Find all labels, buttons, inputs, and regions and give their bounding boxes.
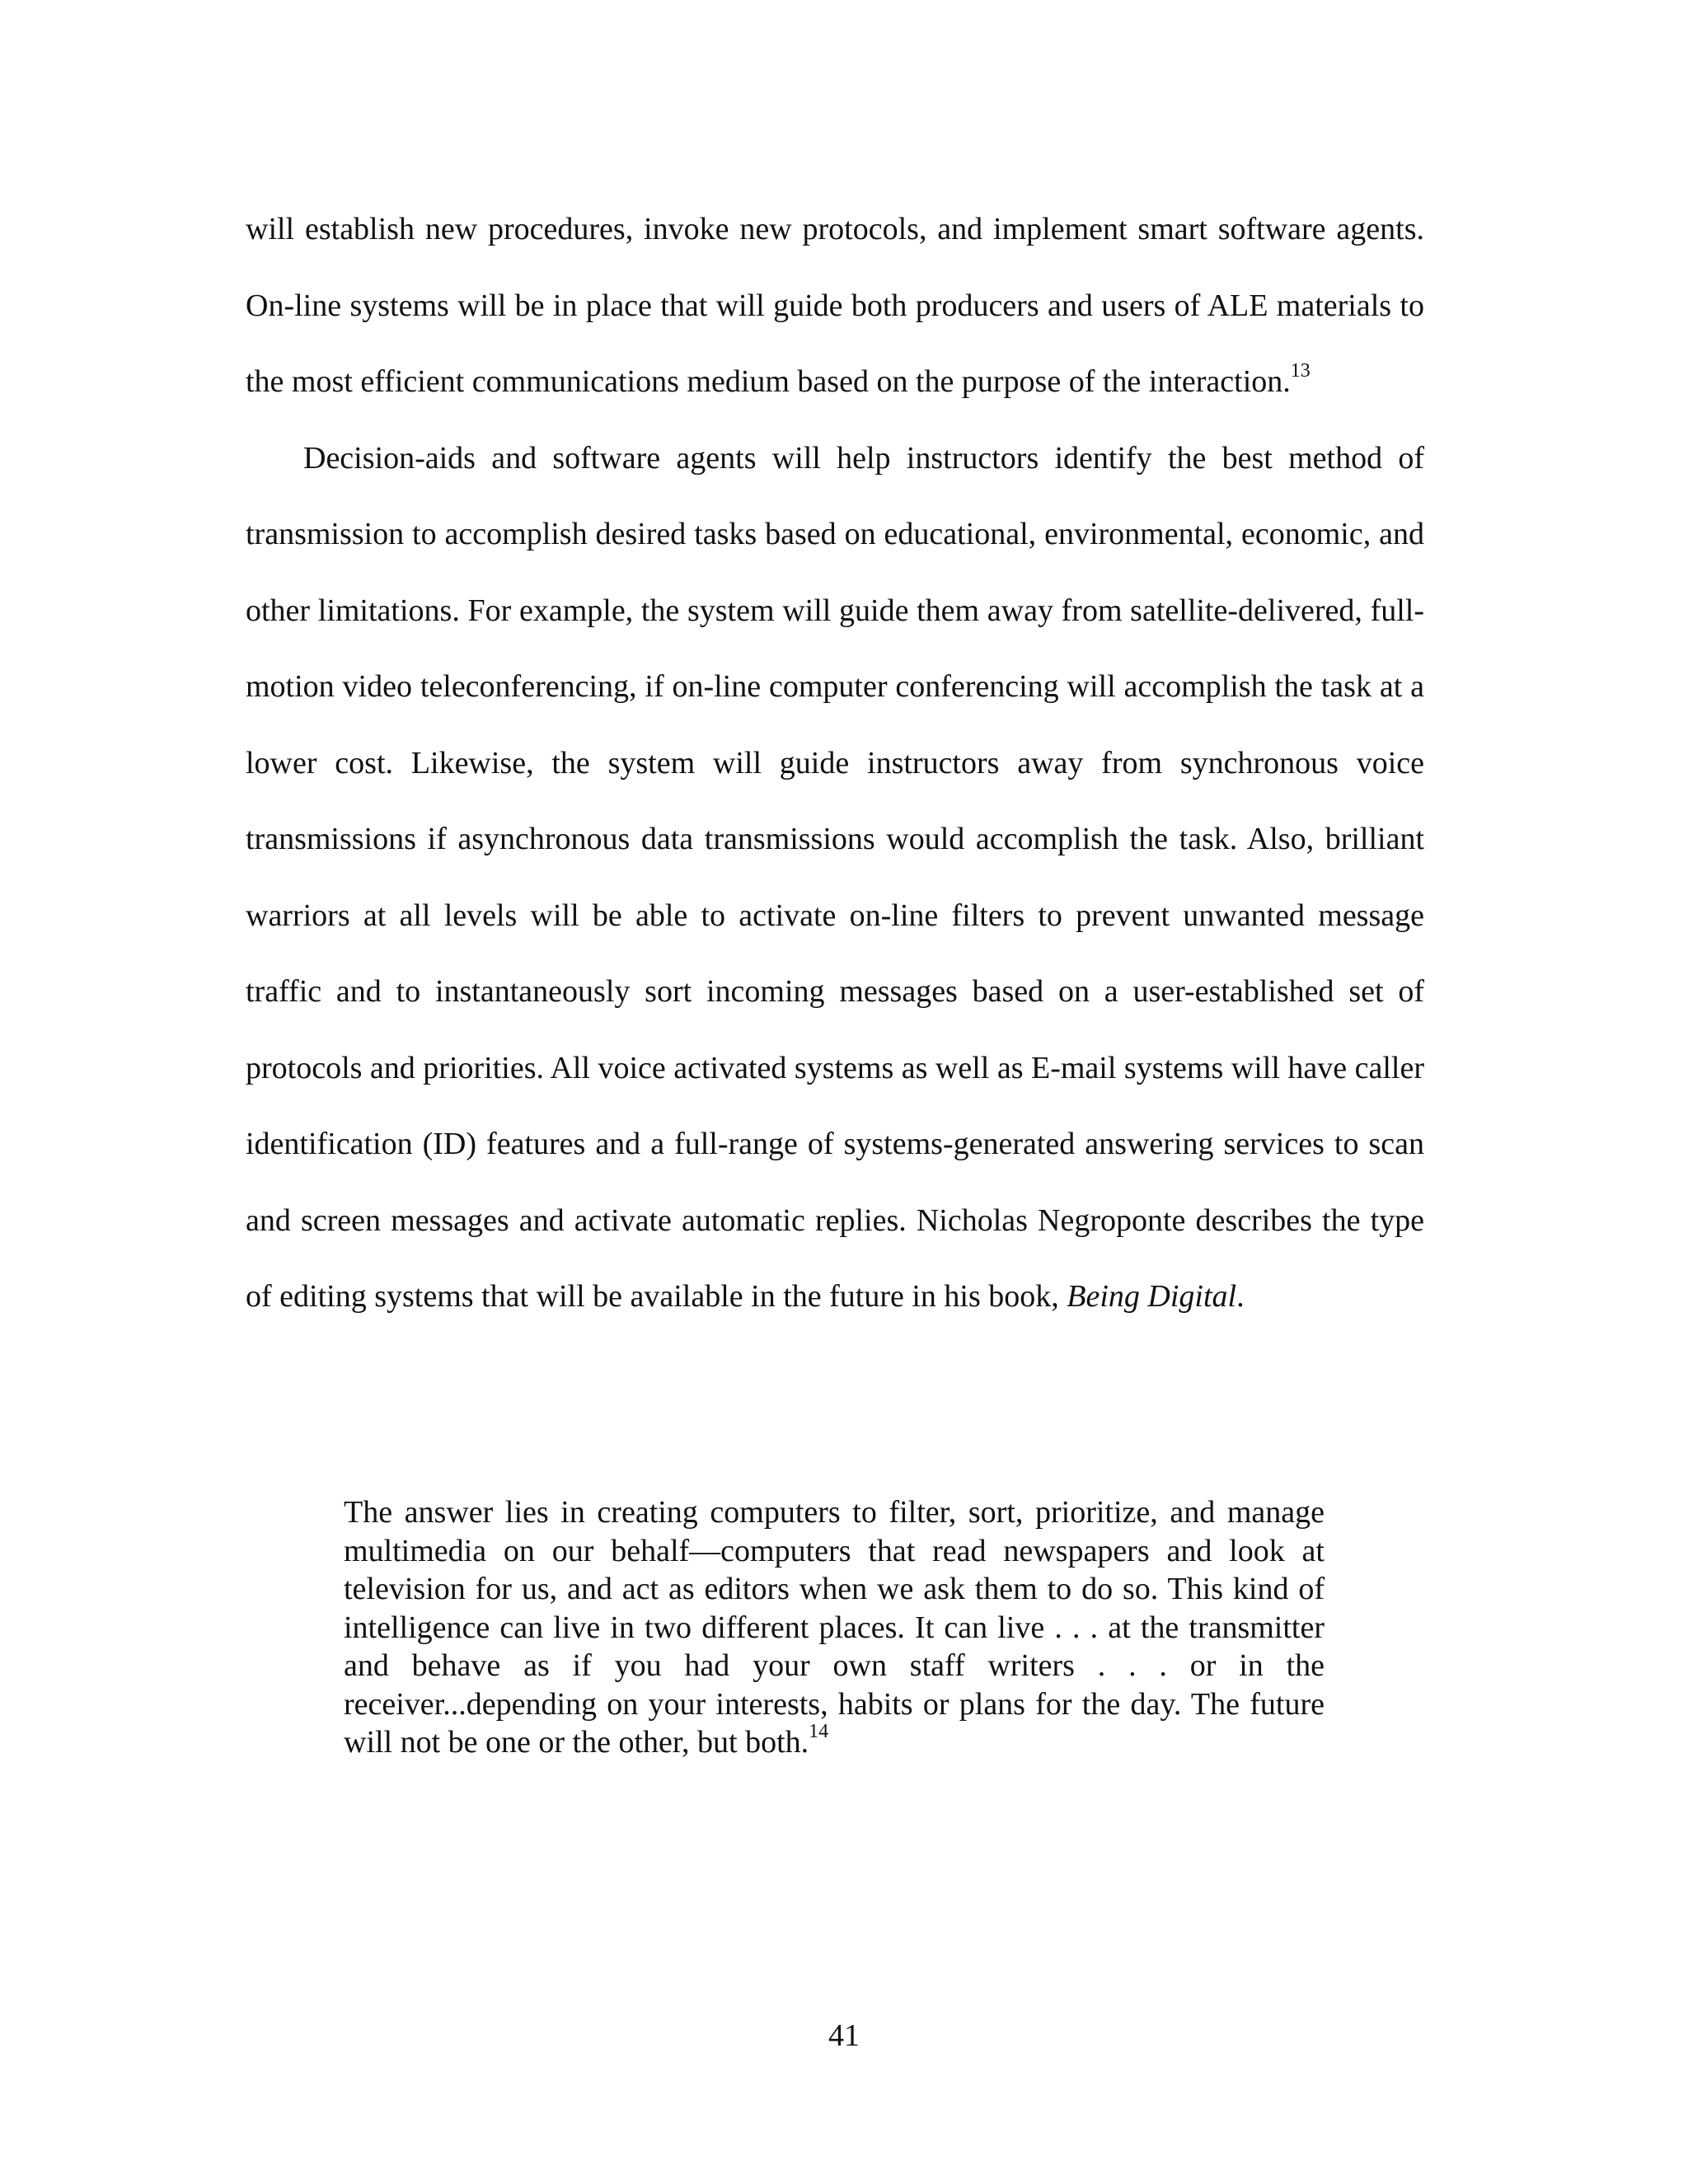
paragraph-1-text: will establish new procedures, invoke new protocols, and implement smart software agents. On-line systems will be in place that will guide both producers and users of ALE materials to the most efficient communications medium based on the purpose of the interaction. [246,212,1424,399]
block-quote-text: The answer lies in creating computers to filter, sort, prioritize, and manage multimedia on our behalf—computers that read newspapers and look at television for us, and act as editors when we ask them to do so. This kind of intelligence can live in two different places. It can live . . . at the transmitter and behave as if you had your own staff writers . . . or in the receiver...depending on your interests, habits or plans for the day. The future will not be one or the other, but both. [344,1495,1325,1760]
paragraph-1 [246,191,1424,420]
body-text [246,191,1424,1335]
paragraph-2-end: . [1236,1279,1245,1314]
footnote-ref-14: 14 [809,1721,829,1742]
block-quote [344,1493,1325,1762]
book-title: Being Digital [1067,1279,1237,1314]
paragraph-2 [246,420,1424,1335]
paragraph-2-text: Decision-aids and software agents will help instructors identify the best method of transmission to accomplish desired tasks based on educational, environmental, economic, and other limitations. For example, the system will guide them away from satellite-delivered, full-motion video teleconferencing, if on-line computer conferencing will accomplish the task at a lower cost. Likewise, the system will guide instructors away from synchronous voice transmissions if asynchronous data transmissions would accomplish the task. Also, brilliant warriors at all levels will be able to activate on-line filters to prevent unwanted message traffic and to instantaneously sort incoming messages based on a user-established set of protocols and priorities. All voice activated systems as well as E-mail systems will have caller identification (ID) features and a full-range of systems-generated answering services to scan and screen messages and activate automatic replies. Nicholas Negroponte describes the type of editing systems that will be available in the future in his book, [246,440,1424,1314]
page-number: 41 [828,2018,860,2053]
footnote-ref-13: 13 [1290,360,1311,382]
